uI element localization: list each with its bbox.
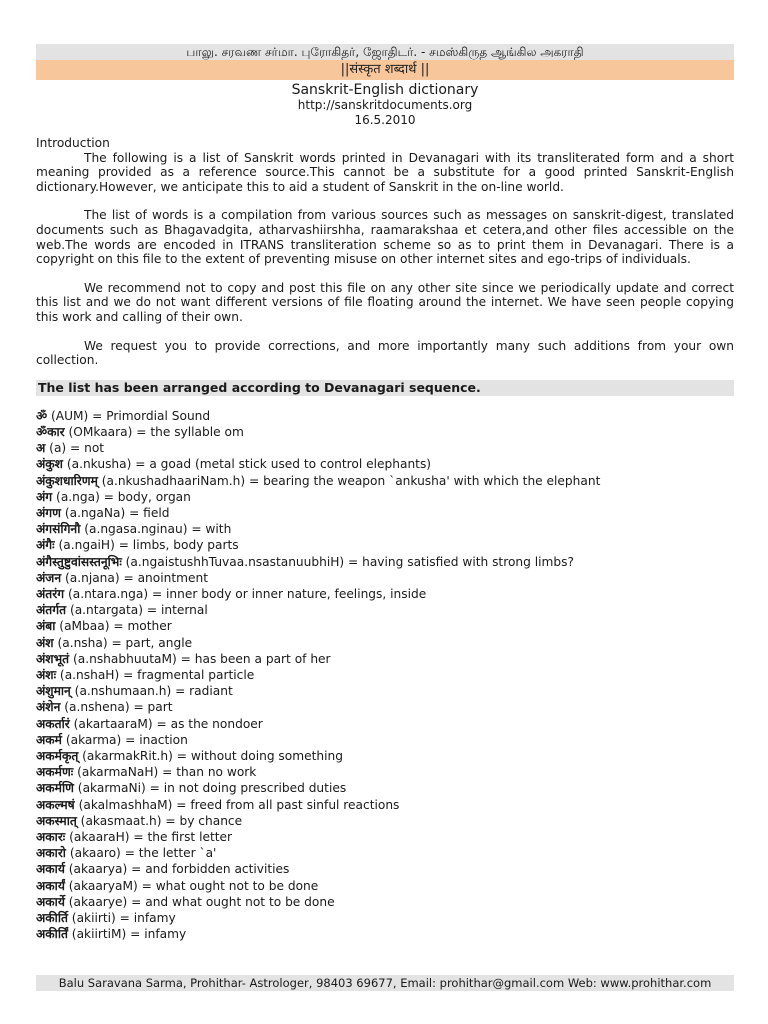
entry-translit-meaning: (a.ngaiH) = limbs, body parts: [54, 538, 239, 553]
word-entry: [36, 748, 734, 764]
entry-devanagari: अकीर्ति: [36, 911, 68, 926]
entry-devanagari: अकर्म: [36, 732, 62, 747]
entry-devanagari: अंतर्गत: [36, 603, 67, 618]
word-entry: [36, 618, 734, 634]
word-entry: [36, 408, 734, 424]
word-entry: [36, 894, 734, 910]
word-entry: [36, 861, 734, 877]
intro-paragraph-1: The following is a list of Sanskrit words printed in Devanagari with its transliterated form and a short meaning provided as a reference source.This cannot be a substitute for a good printed Sanskrit-English dictionary.However, we anticipate this to aid a student of Sanskrit in the on-line world.: [36, 150, 734, 194]
entry-devanagari: अंगैः: [36, 538, 55, 553]
entry-devanagari: अंग: [36, 489, 53, 504]
page-footer: Balu Saravana Sarma, Prohithar- Astrologer, 98403 69677, Email: prohithar@gmail.com Web: www.prohithar.com: [36, 975, 734, 991]
word-entry: [36, 489, 734, 505]
entry-translit-meaning: (aMbaa) = mother: [55, 619, 172, 634]
entry-translit-meaning: (a.ngasa.nginau) = with: [80, 522, 232, 537]
entry-devanagari: अंकुशधारिणम्: [36, 473, 98, 488]
word-entry: [36, 797, 734, 813]
word-entry: [36, 667, 734, 683]
entry-devanagari: अंबा: [36, 619, 56, 634]
entry-translit-meaning: (akaarya) = and forbidden activities: [64, 862, 290, 877]
entry-translit-meaning: (akaaryaM) = what ought not to be done: [64, 878, 319, 893]
word-entry: [36, 845, 734, 861]
entry-translit-meaning: (OMkaara) = the syllable om: [64, 424, 244, 439]
entry-translit-meaning: (akiirti) = infamy: [67, 911, 176, 926]
intro-paragraph-2: The list of words is a compilation from various sources such as messages on sanskrit-digest, translated documents such as Bhagavadgita, atharvashiirshha, raamarakshaa et cetera,and other files accessible on the web.The words are encoded in ITRANS transliteration scheme so as to print them in Devanagari. There is a copyright on this file to the extent of preventing misuse on other internet sites and ego-trips of individuals.: [36, 208, 734, 267]
entry-translit-meaning: (akarmaNi) = in not doing prescribed duties: [73, 781, 347, 796]
intro-paragraph-4: We request you to provide corrections, and more importantly many such additions from your own collection.: [36, 338, 734, 368]
tamil-header: பாலு. சரவண சர்மா. புரோகிதர், ஜோதிடர். - சமஸ்கிருத ஆங்கில அகராதி: [36, 44, 734, 60]
entry-devanagari: अकर्मकृत्: [36, 748, 79, 763]
word-entry: [36, 926, 734, 942]
entry-devanagari: अंशुमान्: [36, 684, 71, 699]
entry-translit-meaning: (a.nshumaan.h) = radiant: [70, 684, 233, 699]
entry-devanagari: अंतरंग: [36, 586, 65, 601]
document-page: [36, 44, 734, 942]
entry-devanagari: अंजन: [36, 570, 62, 585]
entry-devanagari: अकार्य: [36, 862, 65, 877]
entry-devanagari: अंगण: [36, 505, 61, 520]
section-heading: The list has been arranged according to Devanagari sequence.: [36, 380, 734, 396]
word-entry: [36, 602, 734, 618]
word-entry: [36, 878, 734, 894]
word-entry: [36, 683, 734, 699]
word-entry: [36, 764, 734, 780]
entry-devanagari: अंगैस्तुष्टुवांसस्तनूभिः: [36, 554, 122, 569]
entry-devanagari: अकार्यं: [36, 878, 65, 893]
entry-devanagari: अ: [36, 441, 46, 456]
word-entry: [36, 505, 734, 521]
entry-translit-meaning: (akaarye) = and what ought not to be done: [64, 894, 335, 909]
entry-devanagari: अंकुश: [36, 457, 63, 472]
entry-translit-meaning: (a.nkusha) = a goad (metal stick used to control elephants): [62, 457, 432, 472]
word-list: [36, 408, 734, 943]
entry-devanagari: अकर्तारं: [36, 716, 70, 731]
word-entry: [36, 829, 734, 845]
word-entry: [36, 456, 734, 472]
entry-devanagari: अकीर्तिं: [36, 927, 68, 942]
word-entry: [36, 473, 734, 489]
entry-devanagari: अकल्मषं: [36, 797, 75, 812]
sanskrit-title-banner: ||संस्कृत शब्दार्थ ||: [36, 60, 734, 80]
word-entry: [36, 570, 734, 586]
entry-translit-meaning: (a.nshaH) = fragmental particle: [56, 667, 255, 682]
word-entry: [36, 521, 734, 537]
entry-translit-meaning: (a.nkushadhaariNam.h) = bearing the weapon `ankusha' with which the elephant: [97, 473, 601, 488]
word-entry: [36, 554, 734, 570]
word-entry: [36, 537, 734, 553]
entry-translit-meaning: (akartaaraM) = as the nondoer: [69, 716, 263, 731]
entry-translit-meaning: (akaaro) = the letter `a': [65, 846, 217, 861]
entry-devanagari: ॐकार: [36, 424, 65, 439]
entry-translit-meaning: (akarmaNaH) = than no work: [73, 765, 257, 780]
entry-devanagari: अंश: [36, 635, 54, 650]
document-title: Sanskrit-English dictionary: [291, 82, 479, 98]
entry-devanagari: अंशेन: [36, 700, 61, 715]
entry-devanagari: अकारः: [36, 830, 66, 844]
entry-translit-meaning: (akalmashhaM) = freed from all past sinful reactions: [74, 797, 400, 812]
entry-translit-meaning: (akiirtiM) = infamy: [67, 927, 187, 942]
entry-translit-meaning: (a.nsha) = part, angle: [53, 635, 193, 650]
entry-devanagari: अंशः: [36, 667, 57, 682]
entry-devanagari: अकर्मणः: [36, 765, 74, 780]
entry-devanagari: अकारो: [36, 846, 66, 861]
entry-translit-meaning: (akasmaat.h) = by chance: [76, 813, 243, 828]
word-entry: [36, 780, 734, 796]
word-entry: [36, 440, 734, 456]
entry-translit-meaning: (AUM) = Primordial Sound: [47, 408, 211, 423]
word-entry: [36, 910, 734, 926]
entry-translit-meaning: (a.nshabhuutaM) = has been a part of her: [69, 651, 331, 666]
document-date: 16.5.2010: [354, 113, 416, 127]
word-entry: [36, 586, 734, 602]
entry-devanagari: अकार्ये: [36, 894, 65, 909]
entry-translit-meaning: (a.njana) = anointment: [61, 570, 208, 585]
intro-label: Introduction: [36, 136, 110, 150]
source-url[interactable]: http://sanskritdocuments.org: [297, 98, 473, 112]
entry-translit-meaning: (a.ntargata) = internal: [66, 603, 208, 618]
word-entry: [36, 716, 734, 732]
word-entry: [36, 699, 734, 715]
intro-paragraph-3: We recommend not to copy and post this file on any other site since we periodically update and correct this list and we do not want different versions of file floating around the internet. We have seen people copying this work and calling of their own.: [36, 280, 734, 324]
entry-translit-meaning: (a.ntara.nga) = inner body or inner nature, feelings, inside: [64, 586, 427, 601]
entry-translit-meaning: (akaaraH) = the first letter: [65, 830, 233, 844]
entry-translit-meaning: (a) = not: [45, 441, 105, 456]
entry-translit-meaning: (akarmakRit.h) = without doing something: [78, 748, 343, 763]
word-entry: [36, 813, 734, 829]
entry-devanagari: अंगसंगिनौ: [36, 522, 81, 537]
entry-translit-meaning: (akarma) = inaction: [61, 732, 188, 747]
entry-translit-meaning: (a.nshena) = part: [60, 700, 173, 715]
entry-devanagari: अंशभूतं: [36, 651, 70, 666]
entry-translit-meaning: (a.ngaNa) = field: [60, 505, 170, 520]
entry-devanagari: अकर्मणि: [36, 781, 74, 796]
word-entry: [36, 424, 734, 440]
entry-devanagari: अकस्मात्: [36, 813, 77, 828]
entry-translit-meaning: (a.ngaistushhTuvaa.nsastanuubhiH) = having satisfied with strong limbs?: [121, 554, 574, 569]
word-entry: [36, 635, 734, 651]
word-entry: [36, 651, 734, 667]
word-entry: [36, 732, 734, 748]
entry-translit-meaning: (a.nga) = body, organ: [52, 489, 191, 504]
entry-devanagari: ॐ: [36, 408, 48, 423]
